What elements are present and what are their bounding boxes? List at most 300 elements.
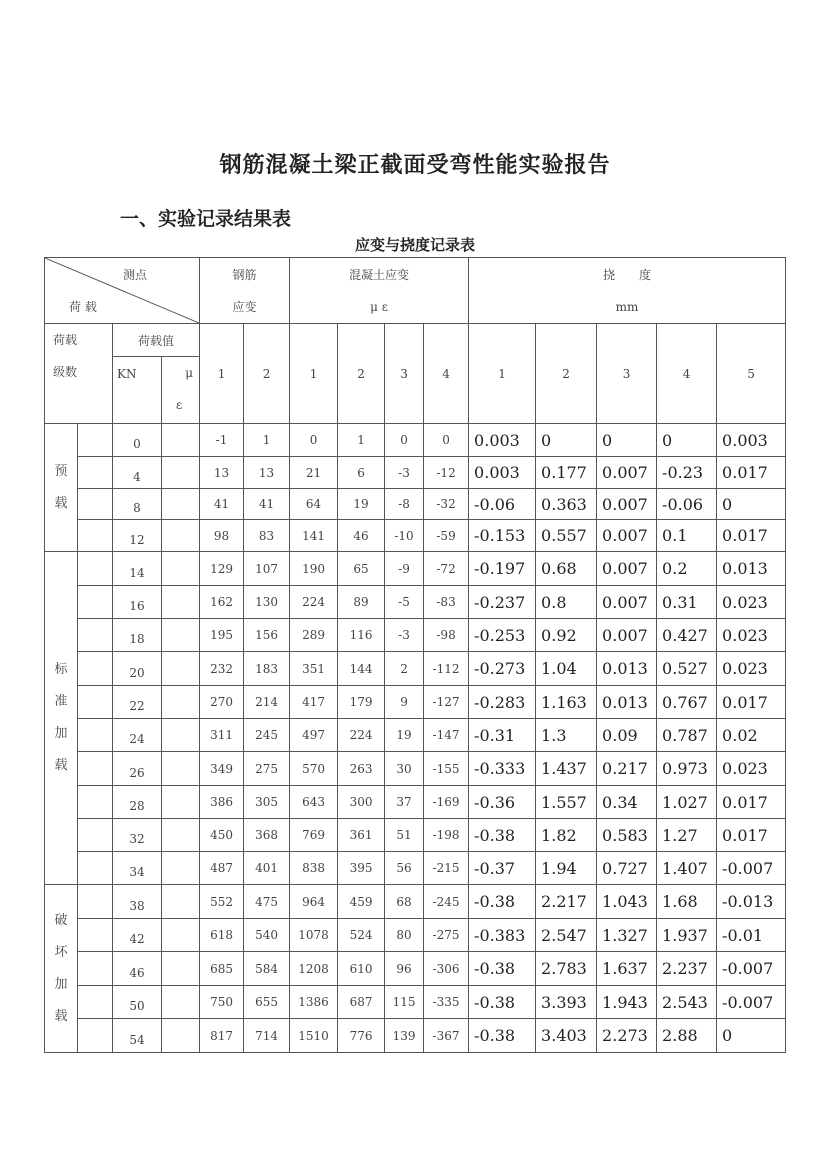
concrete-strain-cell: -147 <box>424 719 469 752</box>
deflection-cell: -0.37 <box>469 852 536 885</box>
deflection-cell: 1.937 <box>657 919 717 952</box>
steel-strain-cell: 195 <box>200 619 244 652</box>
deflection-cell: 0.1 <box>657 520 717 552</box>
deflection-cell: 0.92 <box>536 619 597 652</box>
deflection-cell: -0.01 <box>717 919 786 952</box>
concrete-strain-cell: 65 <box>338 552 385 586</box>
load-stage-label <box>45 885 78 1053</box>
mu-symbol: μ <box>185 366 194 380</box>
concrete-strain-cell: 769 <box>290 819 338 852</box>
deflection-cell: 0.02 <box>717 719 786 752</box>
concrete-point-4: 4 <box>424 324 469 424</box>
steel-strain-cell: 401 <box>244 852 290 885</box>
empty-cell <box>78 1019 113 1053</box>
empty-cell <box>78 919 113 952</box>
empty-cell <box>162 489 200 520</box>
table-row <box>45 586 786 619</box>
measure-point-label: 测点 <box>123 267 148 282</box>
deflection-cell: -0.007 <box>717 952 786 986</box>
deflection-cell: 3.403 <box>536 1019 597 1053</box>
steel-strain-cell: 817 <box>200 1019 244 1053</box>
empty-cell <box>162 457 200 489</box>
concrete-strain-cell: -335 <box>424 986 469 1019</box>
empty-cell <box>78 852 113 885</box>
empty-cell <box>162 719 200 752</box>
steel-strain-cell: 83 <box>244 520 290 552</box>
steel-strain-cell: 311 <box>200 719 244 752</box>
deflection-point-5: 5 <box>717 324 786 424</box>
steel-strain-cell: 214 <box>244 686 290 719</box>
concrete-strain-cell: 64 <box>290 489 338 520</box>
deflection-cell: 2.88 <box>657 1019 717 1053</box>
steel-header-line1: 钢筋 <box>232 267 257 282</box>
concrete-strain-cell: -112 <box>424 652 469 686</box>
empty-cell <box>78 489 113 520</box>
deflection-cell: 0.023 <box>717 619 786 652</box>
table-row <box>45 457 786 489</box>
table-row <box>45 786 786 819</box>
load-level-header <box>45 324 113 424</box>
concrete-strain-cell: 838 <box>290 852 338 885</box>
deflection-header-line1: 挠 度 <box>603 267 652 282</box>
steel-strain-cell: 107 <box>244 552 290 586</box>
load-label: 荷 载 <box>69 299 97 314</box>
load-stage-char: 载 <box>54 1008 68 1024</box>
steel-strain-cell: 386 <box>200 786 244 819</box>
steel-strain-cell: 13 <box>244 457 290 489</box>
deflection-cell: -0.38 <box>469 1019 536 1053</box>
steel-strain-header <box>200 258 290 324</box>
load-stage-char: 坏 <box>54 944 68 960</box>
concrete-strain-cell: 56 <box>385 852 424 885</box>
concrete-strain-cell: -306 <box>424 952 469 986</box>
deflection-cell: 0.8 <box>536 586 597 619</box>
load-kn-cell: 24 <box>113 719 162 752</box>
header-row-2 <box>45 324 786 357</box>
empty-cell <box>78 586 113 619</box>
steel-strain-cell: 232 <box>200 652 244 686</box>
deflection-cell: 1.943 <box>597 986 657 1019</box>
steel-strain-cell: 714 <box>244 1019 290 1053</box>
concrete-point-3: 3 <box>385 324 424 424</box>
concrete-strain-cell: -83 <box>424 586 469 619</box>
concrete-strain-cell: 289 <box>290 619 338 652</box>
load-stage-label <box>45 424 78 552</box>
concrete-strain-cell: 141 <box>290 520 338 552</box>
deflection-cell: 0.527 <box>657 652 717 686</box>
table-row <box>45 552 786 586</box>
empty-cell <box>78 885 113 919</box>
empty-cell <box>162 619 200 652</box>
concrete-strain-cell: 610 <box>338 952 385 986</box>
deflection-cell: 2.543 <box>657 986 717 1019</box>
empty-cell <box>78 619 113 652</box>
concrete-strain-cell: 21 <box>290 457 338 489</box>
concrete-strain-cell: -127 <box>424 686 469 719</box>
load-kn-cell: 34 <box>113 852 162 885</box>
deflection-cell: 0.177 <box>536 457 597 489</box>
load-kn-cell: 50 <box>113 986 162 1019</box>
concrete-strain-cell: -155 <box>424 752 469 786</box>
steel-strain-cell: 540 <box>244 919 290 952</box>
concrete-strain-cell: 0 <box>290 424 338 457</box>
deflection-header <box>469 258 786 324</box>
deflection-cell: 0 <box>717 489 786 520</box>
deflection-cell: 0.007 <box>597 552 657 586</box>
load-kn-cell: 32 <box>113 819 162 852</box>
deflection-point-3: 3 <box>597 324 657 424</box>
empty-cell <box>78 424 113 457</box>
empty-cell <box>162 786 200 819</box>
steel-strain-cell: 129 <box>200 552 244 586</box>
empty-cell <box>162 952 200 986</box>
steel-strain-cell: 41 <box>200 489 244 520</box>
deflection-cell: 0.007 <box>597 619 657 652</box>
concrete-strain-cell: -72 <box>424 552 469 586</box>
table-row <box>45 885 786 919</box>
concrete-strain-cell: 776 <box>338 1019 385 1053</box>
concrete-strain-cell: 46 <box>338 520 385 552</box>
steel-point-2: 2 <box>244 324 290 424</box>
concrete-strain-cell: 643 <box>290 786 338 819</box>
concrete-strain-cell: 51 <box>385 819 424 852</box>
concrete-strain-cell: 6 <box>338 457 385 489</box>
concrete-strain-cell: 0 <box>385 424 424 457</box>
concrete-strain-cell: -10 <box>385 520 424 552</box>
deflection-cell: 0 <box>657 424 717 457</box>
empty-cell <box>162 686 200 719</box>
table-row <box>45 719 786 752</box>
empty-cell <box>162 424 200 457</box>
deflection-cell: -0.38 <box>469 986 536 1019</box>
load-kn-cell: 20 <box>113 652 162 686</box>
deflection-cell: -0.06 <box>657 489 717 520</box>
deflection-cell: 0.017 <box>717 819 786 852</box>
deflection-cell: 0.017 <box>717 457 786 489</box>
concrete-strain-cell: -275 <box>424 919 469 952</box>
table-row <box>45 489 786 520</box>
concrete-strain-cell: -3 <box>385 619 424 652</box>
concrete-strain-cell: 1208 <box>290 952 338 986</box>
concrete-strain-cell: 139 <box>385 1019 424 1053</box>
concrete-strain-cell: 2 <box>385 652 424 686</box>
deflection-cell: 0.34 <box>597 786 657 819</box>
deflection-cell: 0.557 <box>536 520 597 552</box>
deflection-cell: 1.557 <box>536 786 597 819</box>
deflection-cell: -0.237 <box>469 586 536 619</box>
deflection-cell: -0.007 <box>717 986 786 1019</box>
load-stage-char: 破 <box>54 912 68 928</box>
concrete-strain-cell: 179 <box>338 686 385 719</box>
deflection-cell: 0.013 <box>597 686 657 719</box>
deflection-point-1: 1 <box>469 324 536 424</box>
deflection-cell: 2.783 <box>536 952 597 986</box>
concrete-strain-cell: 68 <box>385 885 424 919</box>
concrete-strain-cell: -198 <box>424 819 469 852</box>
steel-strain-cell: 655 <box>244 986 290 1019</box>
concrete-strain-cell: 1078 <box>290 919 338 952</box>
deflection-cell: -0.38 <box>469 885 536 919</box>
concrete-strain-cell: 459 <box>338 885 385 919</box>
deflection-cell: 0.013 <box>717 552 786 586</box>
steel-strain-cell: 368 <box>244 819 290 852</box>
concrete-strain-cell: 19 <box>385 719 424 752</box>
load-kn-cell: 42 <box>113 919 162 952</box>
concrete-strain-cell: 417 <box>290 686 338 719</box>
table-row <box>45 819 786 852</box>
load-level-line2: 级数 <box>53 365 78 379</box>
load-stage-char: 准 <box>54 694 68 709</box>
empty-cell <box>78 786 113 819</box>
load-stage-char: 标 <box>54 662 68 677</box>
steel-strain-cell: 275 <box>244 752 290 786</box>
empty-cell <box>78 986 113 1019</box>
steel-strain-cell: 487 <box>200 852 244 885</box>
concrete-strain-cell: -3 <box>385 457 424 489</box>
load-kn-cell: 26 <box>113 752 162 786</box>
load-kn-cell: 54 <box>113 1019 162 1053</box>
deflection-cell: 0.583 <box>597 819 657 852</box>
deflection-cell: 0.973 <box>657 752 717 786</box>
concrete-strain-cell: 1510 <box>290 1019 338 1053</box>
deflection-cell: 0.007 <box>597 457 657 489</box>
deflection-cell: -0.197 <box>469 552 536 586</box>
deflection-cell: 1.043 <box>597 885 657 919</box>
deflection-cell: 0.023 <box>717 586 786 619</box>
concrete-strain-cell: 89 <box>338 586 385 619</box>
steel-strain-cell: 13 <box>200 457 244 489</box>
concrete-point-1: 1 <box>290 324 338 424</box>
concrete-strain-cell: 224 <box>290 586 338 619</box>
concrete-point-2: 2 <box>338 324 385 424</box>
concrete-strain-cell: 19 <box>338 489 385 520</box>
steel-point-1: 1 <box>200 324 244 424</box>
concrete-strain-cell: 80 <box>385 919 424 952</box>
steel-strain-cell: 130 <box>244 586 290 619</box>
deflection-cell: 0 <box>597 424 657 457</box>
diagonal-line <box>45 258 199 323</box>
deflection-cell: 0 <box>536 424 597 457</box>
concrete-strain-cell: 395 <box>338 852 385 885</box>
deflection-cell: 2.547 <box>536 919 597 952</box>
deflection-cell: 1.82 <box>536 819 597 852</box>
deflection-cell: 1.68 <box>657 885 717 919</box>
concrete-strain-cell: 497 <box>290 719 338 752</box>
report-title: 钢筋混凝土梁正截面受弯性能实验报告 <box>219 152 611 178</box>
concrete-strain-cell: -367 <box>424 1019 469 1053</box>
deflection-cell: 2.237 <box>657 952 717 986</box>
deflection-cell: 1.407 <box>657 852 717 885</box>
concrete-strain-header <box>290 258 469 324</box>
concrete-strain-cell: -98 <box>424 619 469 652</box>
concrete-strain-cell: -215 <box>424 852 469 885</box>
deflection-cell: -0.153 <box>469 520 536 552</box>
table-row <box>45 852 786 885</box>
steel-strain-cell: 685 <box>200 952 244 986</box>
deflection-cell: 1.027 <box>657 786 717 819</box>
table-row <box>45 424 786 457</box>
empty-cell <box>78 719 113 752</box>
deflection-cell: 2.217 <box>536 885 597 919</box>
concrete-header-line1: 混凝土应变 <box>349 267 410 282</box>
kn-unit: KN <box>113 357 162 424</box>
header-row-1 <box>45 258 786 324</box>
steel-strain-cell: 750 <box>200 986 244 1019</box>
steel-header-line2: 应变 <box>232 299 257 314</box>
concrete-strain-cell: 1 <box>338 424 385 457</box>
diagonal-header-cell <box>45 258 200 324</box>
steel-strain-cell: 245 <box>244 719 290 752</box>
empty-cell <box>78 520 113 552</box>
concrete-strain-cell: 30 <box>385 752 424 786</box>
load-kn-cell: 8 <box>113 489 162 520</box>
steel-strain-cell: 270 <box>200 686 244 719</box>
empty-cell <box>78 686 113 719</box>
empty-cell <box>162 852 200 885</box>
deflection-header-line2: mm <box>615 299 639 314</box>
deflection-cell: 1.637 <box>597 952 657 986</box>
deflection-point-4: 4 <box>657 324 717 424</box>
concrete-strain-cell: 0 <box>424 424 469 457</box>
load-kn-cell: 28 <box>113 786 162 819</box>
empty-cell <box>162 986 200 1019</box>
concrete-strain-cell: 37 <box>385 786 424 819</box>
deflection-cell: -0.38 <box>469 952 536 986</box>
concrete-strain-cell: 263 <box>338 752 385 786</box>
deflection-cell: 0.003 <box>469 457 536 489</box>
deflection-cell: -0.06 <box>469 489 536 520</box>
concrete-strain-cell: 144 <box>338 652 385 686</box>
concrete-strain-cell: -9 <box>385 552 424 586</box>
load-kn-cell: 4 <box>113 457 162 489</box>
empty-cell <box>78 552 113 586</box>
deflection-cell: 1.04 <box>536 652 597 686</box>
deflection-cell: -0.007 <box>717 852 786 885</box>
load-stage-char: 加 <box>54 726 68 741</box>
steel-strain-cell: 162 <box>200 586 244 619</box>
concrete-strain-cell: 190 <box>290 552 338 586</box>
deflection-cell: 0 <box>717 1019 786 1053</box>
load-kn-cell: 14 <box>113 552 162 586</box>
concrete-strain-cell: 687 <box>338 986 385 1019</box>
load-kn-cell: 22 <box>113 686 162 719</box>
load-kn-cell: 16 <box>113 586 162 619</box>
load-kn-cell: 0 <box>113 424 162 457</box>
deflection-cell: 3.393 <box>536 986 597 1019</box>
concrete-strain-cell: 524 <box>338 919 385 952</box>
load-stage-char: 预 <box>54 463 68 479</box>
deflection-cell: 0.007 <box>597 520 657 552</box>
concrete-header-line2: μ ε <box>370 299 388 314</box>
steel-strain-cell: 618 <box>200 919 244 952</box>
table-row <box>45 520 786 552</box>
deflection-cell: 0.787 <box>657 719 717 752</box>
deflection-cell: 0.007 <box>597 586 657 619</box>
steel-strain-cell: -1 <box>200 424 244 457</box>
deflection-cell: 0.017 <box>717 520 786 552</box>
deflection-cell: 0.013 <box>597 652 657 686</box>
table-row <box>45 752 786 786</box>
deflection-cell: 0.003 <box>717 424 786 457</box>
load-kn-cell: 18 <box>113 619 162 652</box>
empty-cell <box>78 752 113 786</box>
load-kn-cell: 12 <box>113 520 162 552</box>
steel-strain-cell: 156 <box>244 619 290 652</box>
table-row <box>45 686 786 719</box>
deflection-cell: 0.023 <box>717 752 786 786</box>
concrete-strain-cell: 115 <box>385 986 424 1019</box>
epsilon-symbol: ε <box>176 398 183 412</box>
steel-strain-cell: 305 <box>244 786 290 819</box>
deflection-cell: 2.273 <box>597 1019 657 1053</box>
deflection-point-2: 2 <box>536 324 597 424</box>
deflection-cell: 0.023 <box>717 652 786 686</box>
deflection-cell: -0.013 <box>717 885 786 919</box>
deflection-cell: 0.003 <box>469 424 536 457</box>
deflection-cell: 0.427 <box>657 619 717 652</box>
strain-deflection-table <box>44 257 786 1053</box>
load-kn-cell: 46 <box>113 952 162 986</box>
section-heading: 一、实验记录结果表 <box>120 208 292 230</box>
concrete-strain-cell: 570 <box>290 752 338 786</box>
empty-cell <box>162 919 200 952</box>
concrete-strain-cell: 96 <box>385 952 424 986</box>
deflection-cell: 0.217 <box>597 752 657 786</box>
table-row <box>45 952 786 986</box>
deflection-cell: 0.68 <box>536 552 597 586</box>
empty-cell <box>162 552 200 586</box>
concrete-strain-cell: -32 <box>424 489 469 520</box>
empty-cell <box>162 586 200 619</box>
steel-strain-cell: 1 <box>244 424 290 457</box>
concrete-strain-cell: -245 <box>424 885 469 919</box>
empty-cell <box>162 1019 200 1053</box>
empty-cell <box>162 885 200 919</box>
steel-strain-cell: 475 <box>244 885 290 919</box>
deflection-cell: 1.163 <box>536 686 597 719</box>
load-kn-cell: 38 <box>113 885 162 919</box>
concrete-strain-cell: -169 <box>424 786 469 819</box>
steel-strain-cell: 349 <box>200 752 244 786</box>
concrete-strain-cell: 116 <box>338 619 385 652</box>
deflection-cell: -0.283 <box>469 686 536 719</box>
deflection-cell: 0.09 <box>597 719 657 752</box>
deflection-cell: -0.333 <box>469 752 536 786</box>
deflection-cell: -0.383 <box>469 919 536 952</box>
empty-cell <box>162 652 200 686</box>
table-caption: 应变与挠度记录表 <box>354 236 475 254</box>
steel-strain-cell: 552 <box>200 885 244 919</box>
empty-cell <box>78 952 113 986</box>
concrete-strain-cell: 964 <box>290 885 338 919</box>
table-row <box>45 619 786 652</box>
concrete-strain-cell: 9 <box>385 686 424 719</box>
deflection-cell: 0.2 <box>657 552 717 586</box>
deflection-cell: 0.31 <box>657 586 717 619</box>
concrete-strain-cell: 1386 <box>290 986 338 1019</box>
load-stage-char: 载 <box>54 495 68 511</box>
empty-cell <box>162 520 200 552</box>
concrete-strain-cell: -8 <box>385 489 424 520</box>
concrete-strain-cell: 224 <box>338 719 385 752</box>
deflection-cell: -0.253 <box>469 619 536 652</box>
steel-strain-cell: 98 <box>200 520 244 552</box>
load-value-header: 荷载值 <box>113 324 200 357</box>
steel-strain-cell: 450 <box>200 819 244 852</box>
deflection-cell: 0.363 <box>536 489 597 520</box>
deflection-cell: 0.017 <box>717 686 786 719</box>
empty-cell <box>78 652 113 686</box>
